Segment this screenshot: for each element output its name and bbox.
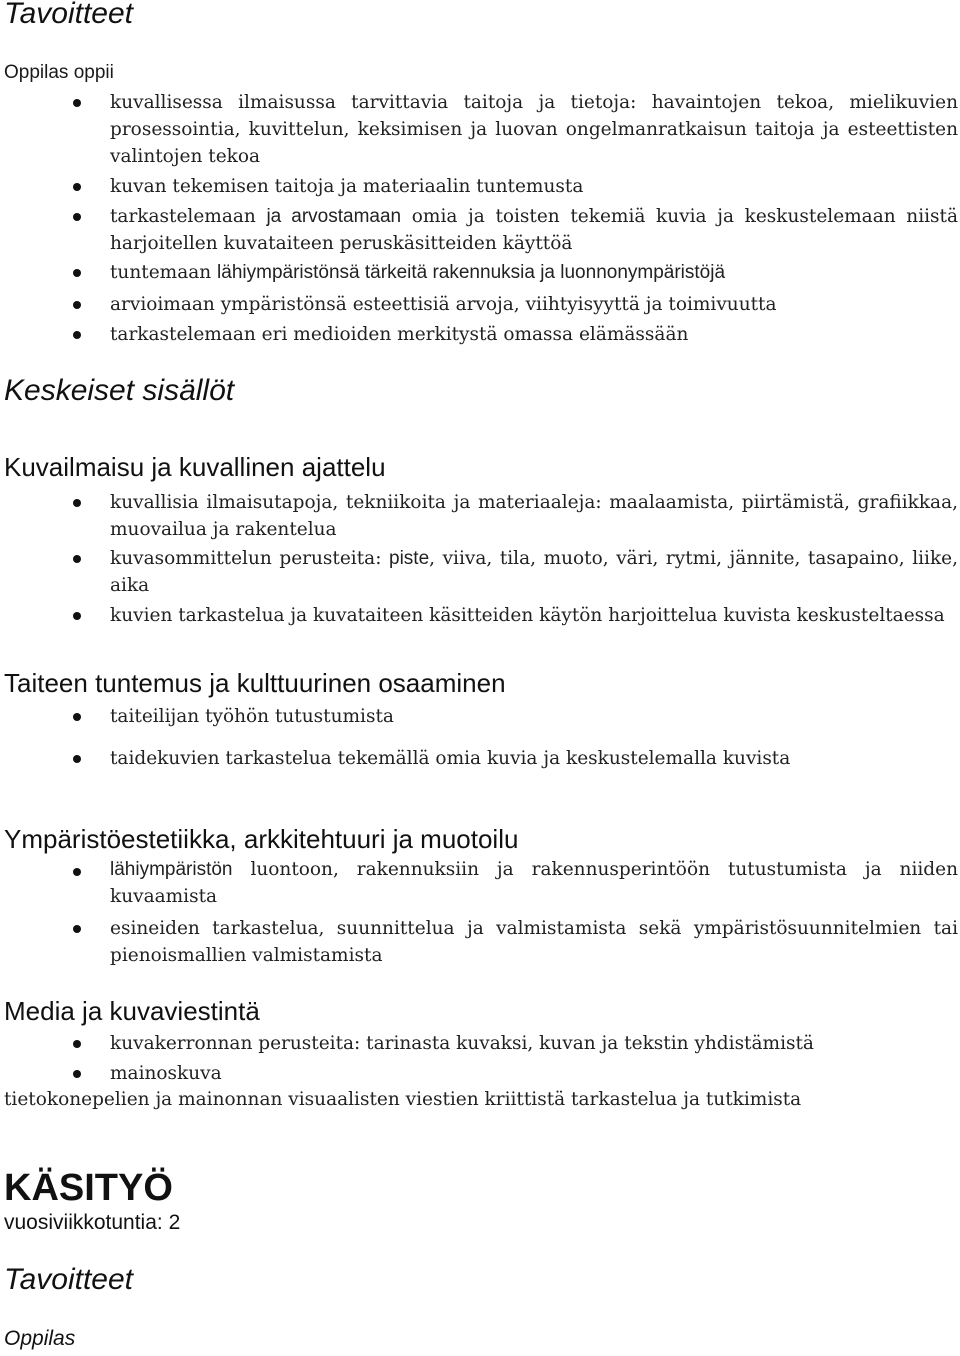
goal-item-4 [110, 259, 958, 286]
contents-heading: Keskeiset sisällöt [4, 374, 235, 407]
bullet-icon [73, 868, 81, 876]
bullet-icon [73, 183, 81, 191]
content-text: esineiden tarkastelua, suunnittelua ja valmistamista sekä ympäristösuunnitelmien tai pienoismallien valmistamista [110, 918, 958, 966]
subject-hours: vuosiviikkotuntia: 2 [4, 1211, 181, 1234]
goal-text: omia ja toisten tekemiä kuvia ja keskustelemaan niistä harjoitellen kuvataiteen peruskäsitteiden käyttöä [110, 206, 959, 254]
content-text-emph: lähiympäristön [110, 859, 233, 880]
goals-heading: Tavoitteet [4, 0, 133, 30]
goal-text: tuntemaan [110, 262, 218, 283]
bullet-icon [73, 99, 81, 107]
bullet-icon [73, 499, 81, 507]
goal-text: kuvan tekemisen taitoja ja materiaalin tuntemusta [110, 176, 584, 197]
content-item [110, 489, 958, 543]
bullet-icon [73, 612, 81, 620]
bullet-icon [73, 331, 81, 339]
bullet-icon [73, 213, 81, 221]
content-item [110, 545, 958, 599]
content-item [110, 1060, 958, 1087]
goal-item-5 [110, 291, 958, 318]
goal-text: tarkastelemaan eri medioiden merkitystä omassa elämässään [110, 324, 689, 345]
bullet-icon [73, 1070, 81, 1078]
subsection-title-4: Media ja kuvaviestintä [4, 996, 260, 1026]
goal-text-emph: lähiympäristönsä tärkeitä rakennuksia ja luonnonympäristöjä [217, 262, 726, 283]
goals-heading-2: Tavoitteet [4, 1263, 133, 1296]
bullet-icon [73, 713, 81, 721]
goal-text: arvioimaan ympäristönsä esteettisiä arvoja, viihtyisyyttä ja toimivuutta [110, 294, 777, 315]
content-item [110, 602, 958, 629]
content-text: luontoon, rakennuksiin ja rakennusperintöön tutustumista ja niiden kuvaamista [110, 859, 958, 907]
trailing-text: tietokonepelien ja mainonnan visuaalisten viestien kriittistä tarkastelua ja tutkimista [4, 1089, 802, 1110]
goal-text: tarkastelemaan [110, 206, 267, 227]
goals-intro-2: Oppilas [4, 1327, 76, 1350]
goal-text-emph: ja arvostamaan [266, 206, 402, 227]
content-text: taidekuvien tarkastelua tekemällä omia kuvia ja keskustelemalla kuvista [110, 748, 791, 769]
content-text: kuvasommittelun perusteita: [110, 548, 389, 569]
goal-item-2 [110, 173, 958, 200]
goals-intro: Oppilas oppii [4, 62, 114, 83]
content-text: mainoskuva [110, 1063, 222, 1084]
content-text: kuvallisia ilmaisutapoja, tekniikoita ja materiaaleja: maalaamista, piirtämistä, grafiikkaa, muovailua ja rakentelua [110, 492, 958, 540]
content-item [110, 1030, 958, 1057]
goal-text: kuvallisessa ilmaisussa tarvittavia taitoja ja tietoja: havaintojen tekoa, mielikuvien prosessointia, kuvittelun, keksimisen ja luovan ongelmanratkaisun taitoja ja esteettisten valintojen tekoa [110, 92, 958, 167]
goal-item-3 [110, 203, 958, 257]
content-text: kuvien tarkastelua ja kuvataiteen käsitteiden käytön harjoittelua kuvista keskusteltaessa [110, 605, 945, 626]
subsection-title-3: Ympäristöestetiikka, arkkitehtuuri ja muotoilu [4, 824, 519, 854]
goal-item-1 [110, 89, 958, 170]
content-text: taiteilijan työhön tutustumista [110, 706, 394, 727]
subsection-title-1: Kuvailmaisu ja kuvallinen ajattelu [4, 452, 386, 482]
subject-title: KÄSITYÖ [4, 1167, 173, 1209]
content-item [110, 703, 958, 730]
content-item [110, 915, 958, 969]
content-item [110, 745, 958, 772]
content-text-emph: piste [389, 548, 430, 569]
goal-item-6 [110, 321, 958, 348]
bullet-icon [73, 1040, 81, 1048]
bullet-icon [73, 301, 81, 309]
bullet-icon [73, 755, 81, 763]
bullet-icon [73, 925, 81, 933]
bullet-icon [73, 555, 81, 563]
subsection-title-2: Taiteen tuntemus ja kulttuurinen osaaminen [4, 668, 506, 698]
content-text: kuvakerronnan perusteita: tarinasta kuvaksi, kuvan ja tekstin yhdistämistä [110, 1033, 814, 1054]
content-item [110, 856, 958, 910]
bullet-icon [73, 269, 81, 277]
content-text: , viiva, tila, muoto, väri, rytmi, jännite, tasapaino, liike, aika [110, 548, 958, 596]
